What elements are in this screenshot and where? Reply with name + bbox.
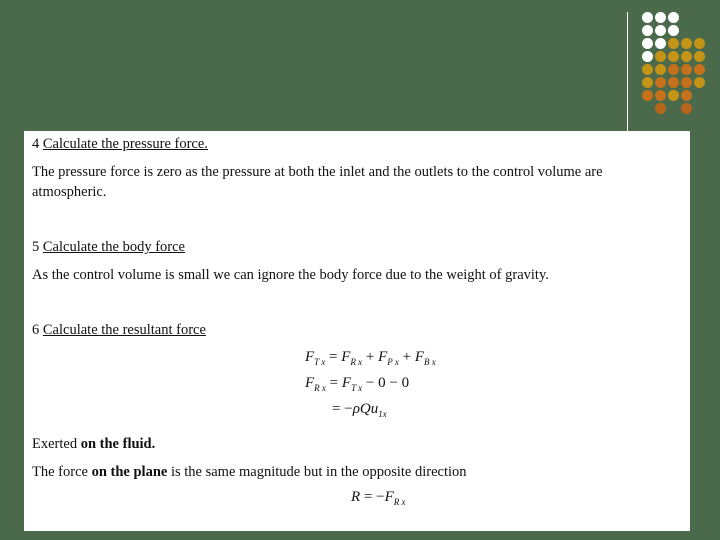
section-number: 6	[32, 322, 40, 338]
dot	[681, 38, 692, 49]
equation-2: $F_{R x} = F_{T x} - 0 - 0$	[305, 375, 410, 393]
dot	[642, 90, 653, 101]
exerted-bold: on the fluid.	[80, 436, 156, 452]
dot	[642, 25, 653, 36]
exerted-line	[32, 434, 155, 454]
decorative-dot-grid	[640, 10, 720, 120]
section-4-heading	[32, 134, 208, 154]
dot	[694, 51, 705, 62]
dot	[655, 64, 666, 75]
dot	[642, 77, 653, 88]
section-number: 4	[32, 136, 40, 152]
slide-content-panel	[24, 131, 690, 531]
dot	[642, 64, 653, 75]
dot	[668, 64, 679, 75]
section-title	[43, 136, 208, 152]
force-line	[32, 462, 467, 482]
dot	[694, 77, 705, 88]
dot	[681, 77, 692, 88]
force-bold: on the plane	[91, 464, 168, 480]
dot	[681, 51, 692, 62]
equation-1: $F_{T x} = F_{R x} + F_{P x} + F_{B x}$	[305, 349, 436, 367]
dot	[655, 103, 666, 114]
section-6-heading	[32, 320, 206, 340]
dot	[694, 64, 705, 75]
dot	[681, 90, 692, 101]
dot	[668, 77, 679, 88]
dot	[642, 38, 653, 49]
dot	[694, 38, 705, 49]
section-title: Calculate the body force	[42, 239, 185, 255]
dot	[655, 77, 666, 88]
dot	[655, 90, 666, 101]
dot	[681, 103, 692, 114]
dot	[668, 90, 679, 101]
dot	[655, 25, 666, 36]
section-title: Calculate the resultant force	[42, 322, 206, 338]
dot	[668, 38, 679, 49]
equation-4: $R = -F_{R x}$	[351, 489, 406, 507]
equation-3: = −ρQu$_{1x}$	[332, 401, 387, 419]
dot	[655, 38, 666, 49]
section-4-body-line1: The pressure force is zero as the pressure at both the inlet and the outlets to the control volume are	[32, 164, 603, 180]
section-5-body: As the control volume is small we can ignore the body force due to the weight of gravity.	[32, 267, 549, 283]
dot	[668, 12, 679, 23]
dot	[668, 25, 679, 36]
dot	[642, 51, 653, 62]
dot	[681, 64, 692, 75]
section-title-text: Calculate the pressure force.	[42, 136, 208, 152]
force-prefix: The force	[32, 464, 92, 480]
dot	[642, 12, 653, 23]
exerted-prefix: Exerted	[32, 436, 81, 452]
force-suffix: is the same magnitude but in the opposite direction	[167, 464, 467, 480]
dot	[655, 51, 666, 62]
section-5-heading	[32, 237, 185, 257]
section-4-body-line2: atmospheric.	[32, 184, 107, 200]
divider-line	[627, 12, 628, 134]
dot	[668, 51, 679, 62]
section-number: 5	[32, 239, 40, 255]
dot	[655, 12, 666, 23]
